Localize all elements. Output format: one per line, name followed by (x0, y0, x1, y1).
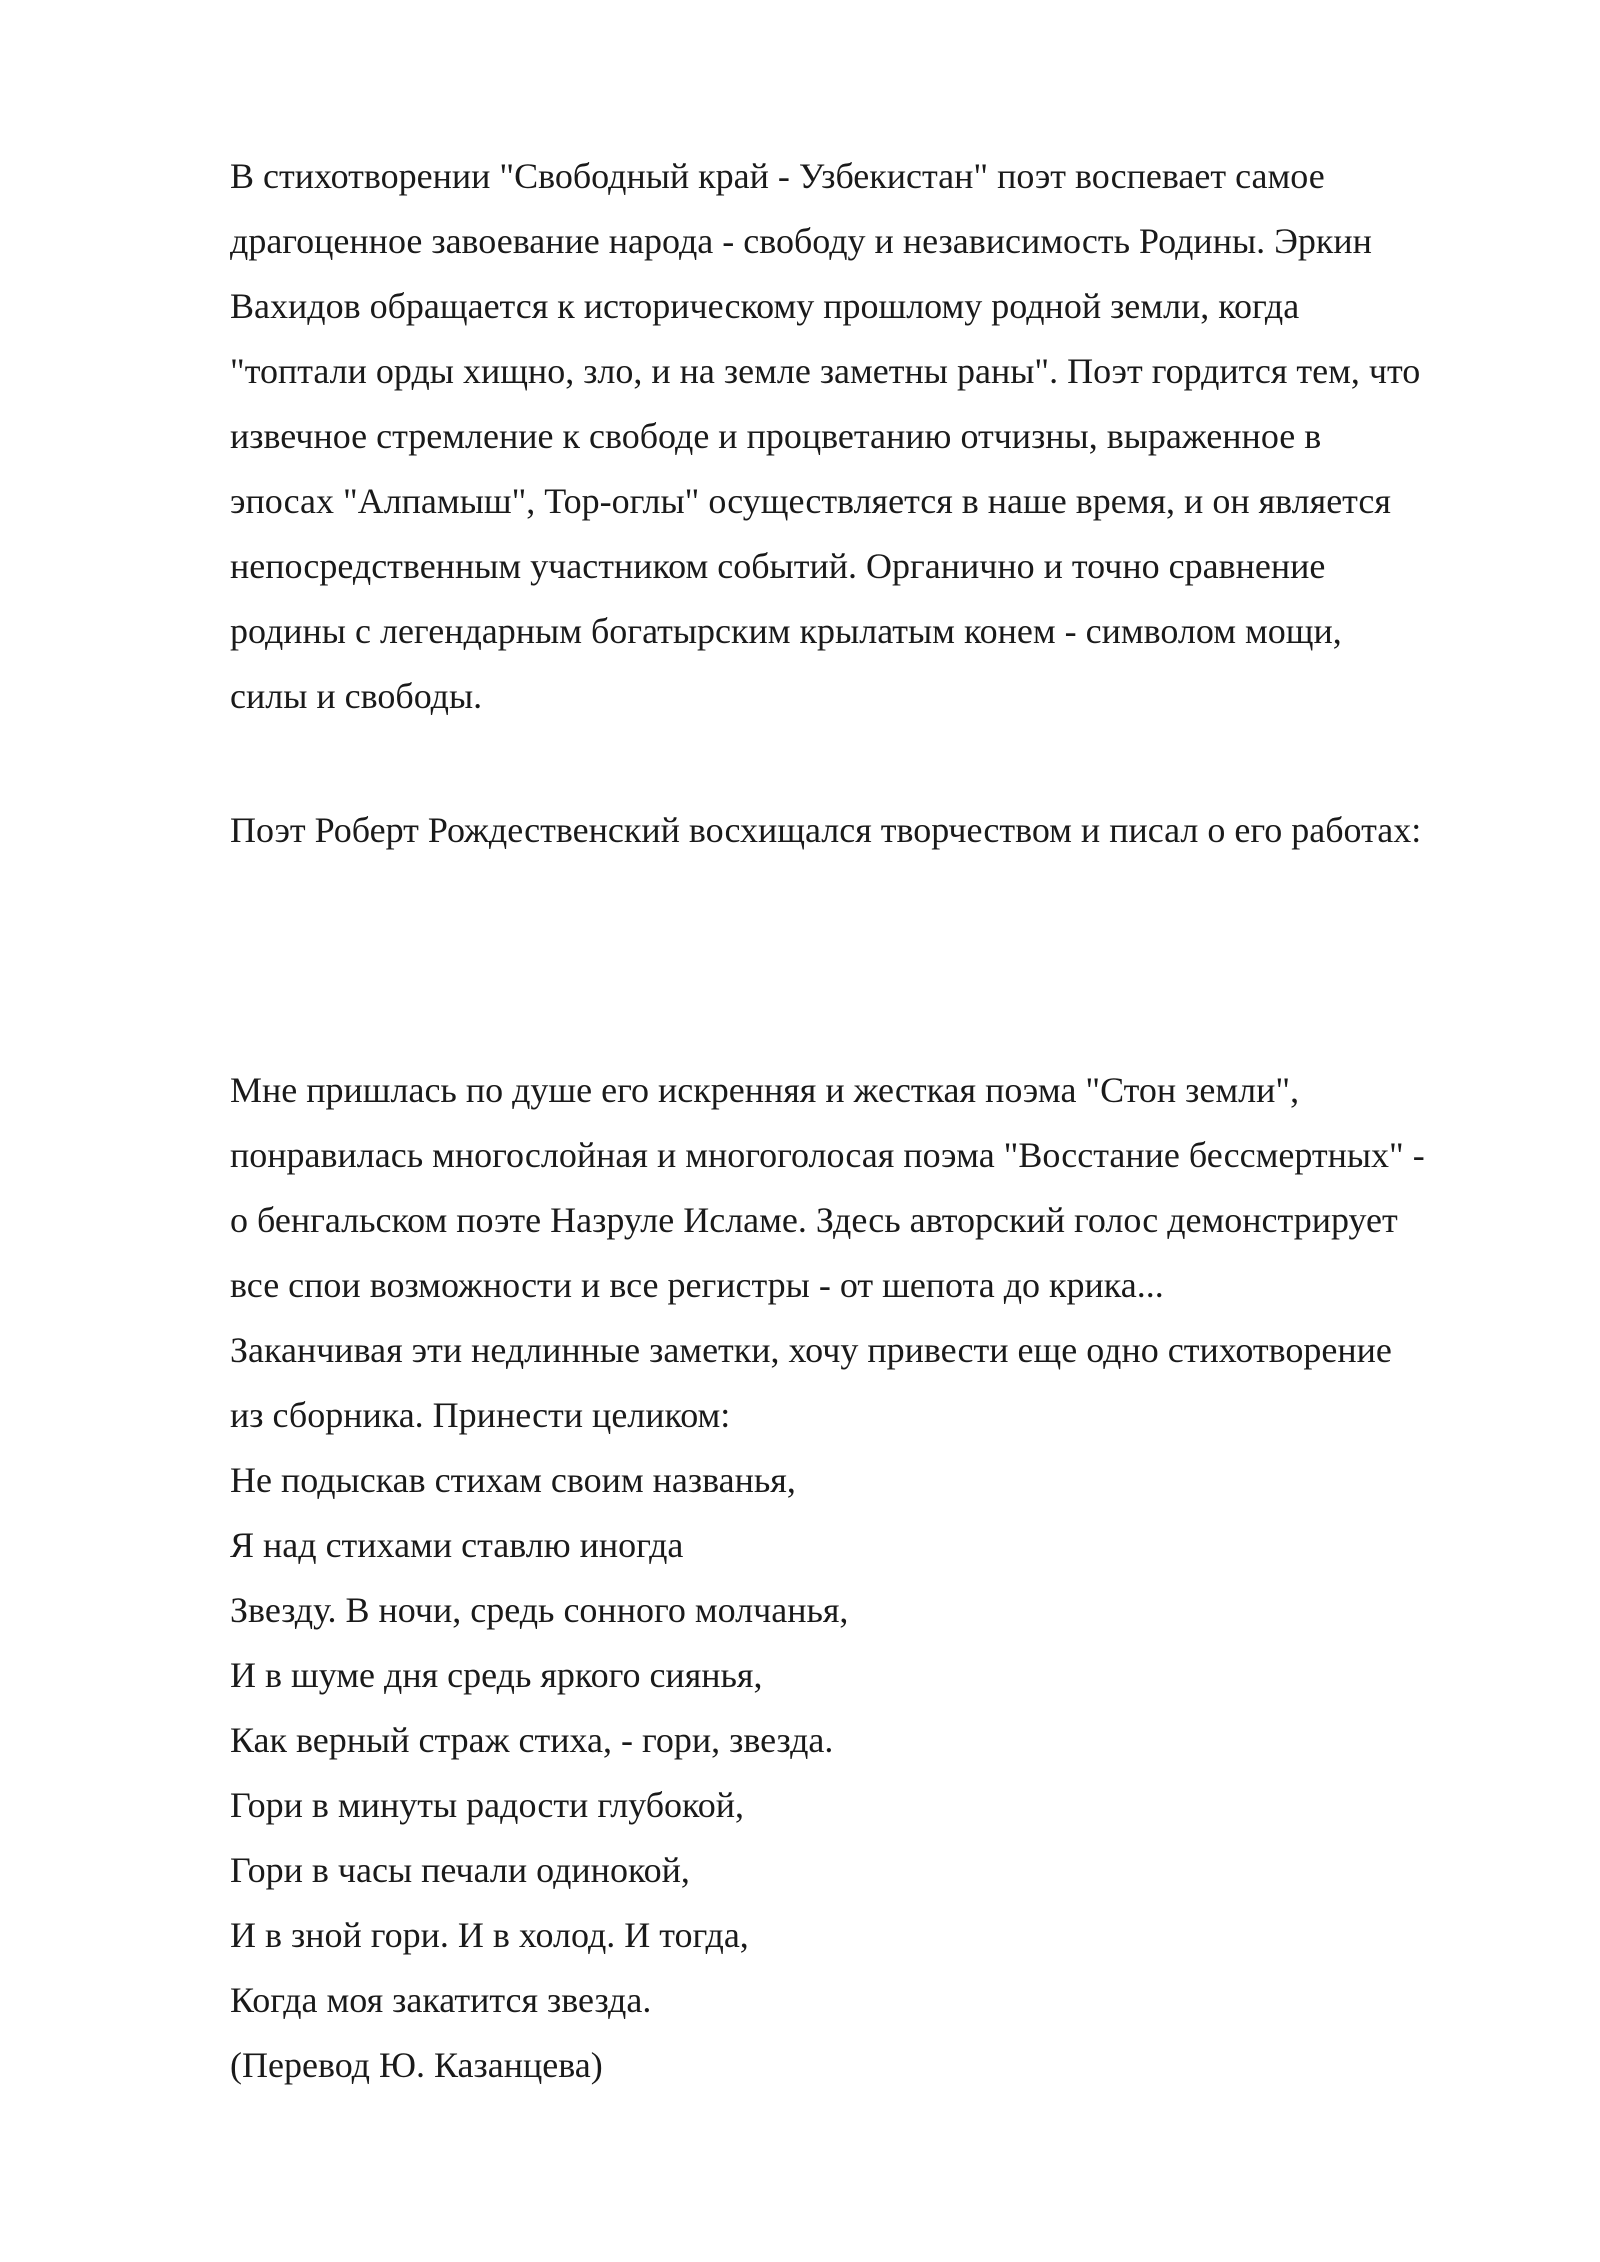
text-line: Мне пришлась по душе его искренняя и жесткая поэма "Стон земли", (230, 1070, 1300, 1110)
poem-line: Гори в часы печали одинокой, (230, 1850, 690, 1890)
poem-line: Когда моя закатится звезда. (230, 1980, 652, 2020)
poem-line: Гори в минуты радости глубокой, (230, 1785, 744, 1825)
text-line: Вахидов обращается к историческому прошлому родной земли, когда (230, 286, 1300, 326)
poem-line: Как верный страж стиха, - гори, звезда. (230, 1720, 834, 1760)
poem-line: Звезду. В ночи, средь сонного молчанья, (230, 1590, 849, 1630)
poem-line: И в шуме дня средь яркого сиянья, (230, 1655, 763, 1695)
text-line: эпосах "Алпамыш", Тор-оглы" осуществляется в наше время, и он является (230, 481, 1391, 521)
poem-line: Не подыскав стихам своим названья, (230, 1460, 796, 1500)
text-line: родины с легендарным богатырским крылатым конем - символом мощи, (230, 611, 1342, 651)
text-line: Заканчивая эти недлинные заметки, хочу привести еще одно стихотворение (230, 1330, 1392, 1370)
poem-line: Я над стихами ставлю иногда (230, 1525, 684, 1565)
text-line: понравилась многослойная и многоголосая поэма "Восстание бессмертных" - (230, 1135, 1425, 1175)
translation-credit: (Перевод Ю. Казанцева) (230, 2045, 603, 2085)
text-line: из сборника. Принести целиком: (230, 1395, 731, 1435)
text-line: все спои возможности и все регистры - от шепота до крика... (230, 1265, 1164, 1305)
text-line: силы и свободы. (230, 676, 483, 716)
paragraph-1 (230, 144, 1530, 729)
text-line: Поэт Роберт Рождественский восхищался творчеством и писал о его работах: (230, 810, 1422, 850)
text-line: "топтали орды хищно, зло, и на земле заметны раны". Поэт гордится тем, что (230, 351, 1421, 391)
poem-line: И в зной гори. И в холод. И тогда, (230, 1915, 749, 1955)
text-line: извечное стремление к свободе и процветанию отчизны, выраженное в (230, 416, 1322, 456)
paragraph-3 (230, 1058, 1530, 2098)
text-line: В стихотворении "Свободный край - Узбекистан" поэт воспевает самое (230, 156, 1325, 196)
text-line: драгоценное завоевание народа - свободу и независимость Родины. Эркин (230, 221, 1372, 261)
paragraph-2 (230, 798, 1530, 863)
text-line: непосредственным участником событий. Органично и точно сравнение (230, 546, 1326, 586)
text-line: о бенгальском поэте Назруле Исламе. Здесь авторский голос демонстрирует (230, 1200, 1398, 1240)
